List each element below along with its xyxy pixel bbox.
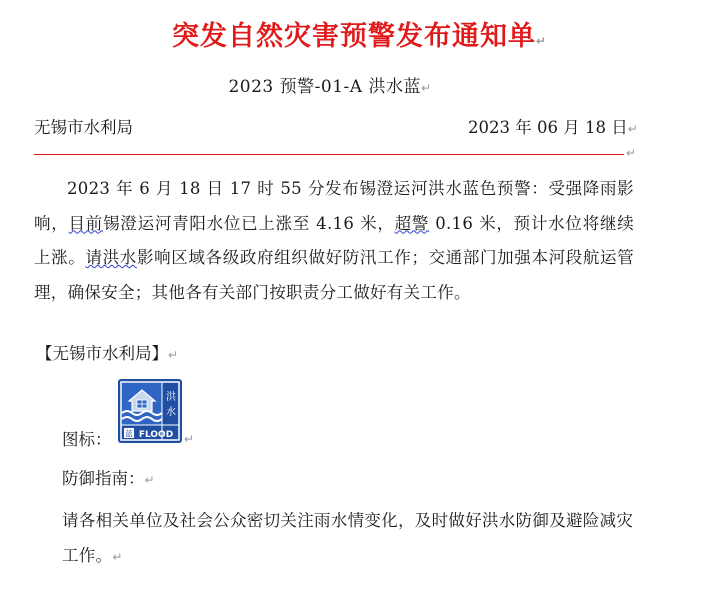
document-number: [0, 72, 660, 97]
flood-icon-side-char-1: 洪: [166, 392, 176, 403]
guide-paragraph: [62, 503, 634, 575]
flood-icon-level-text: 蓝: [125, 429, 133, 439]
guide-paragraph-text: 请各相关单位及社会公众密切关注雨水情变化，及时做好洪水防御及避险减灾工作。: [62, 511, 634, 565]
paragraph-mark-icon: ↵: [184, 432, 195, 446]
guide-label-text: 防御指南：: [62, 469, 145, 488]
issue-date: [468, 114, 638, 138]
issue-date-text: 2023 年 06 月 18 日: [468, 118, 628, 137]
paragraph-mark-icon: ↵: [626, 146, 637, 160]
body-segment: 0.16 米，预计水位将继续上涨。: [34, 213, 635, 267]
paragraph-mark-icon: ↵: [420, 81, 432, 95]
paragraph-mark-icon: ↵: [112, 550, 123, 564]
notice-body-paragraph: [34, 172, 634, 310]
paragraph-mark-icon: ↵: [627, 122, 638, 136]
notice-title-text: 突发自然灾害预警发布通知单: [171, 21, 536, 52]
flood-icon-label-text: FLOOD: [138, 430, 174, 440]
guide-label: [62, 465, 155, 489]
body-segment-flagged: 目前: [68, 213, 104, 233]
body-segment-flagged: 超警: [394, 213, 430, 233]
flood-icon-side-char-2: 水: [166, 407, 176, 418]
red-divider-line: [34, 154, 624, 155]
flood-blue-warning-icon: [118, 379, 182, 443]
paragraph-mark-icon: ↵: [144, 473, 155, 487]
signature-text: 【无锡市水利局】: [36, 344, 168, 363]
issuer: 无锡市水利局: [34, 118, 133, 137]
body-segment: 影响区域各级政府组织做好防汛工作；交通部门加强本河段航运管理，确保安全；其他各有关部门按职责分工做好有关工作。: [34, 248, 635, 302]
body-segment-flagged: 请洪水: [85, 248, 137, 267]
icon-label: 图标：: [62, 430, 112, 449]
paragraph-mark-icon: ↵: [535, 34, 548, 48]
body-segment: 2023 年 6 月 18 日 17 时 55 分发布锡澄运河洪水蓝色预警：受强降雨影响，: [34, 179, 634, 233]
document-number-text: 2023 预警-01-A 洪水蓝: [228, 77, 421, 97]
signature: [36, 340, 178, 364]
body-segment: 锡澄运河青阳水位已上涨至 4.16 米，: [103, 213, 395, 233]
paragraph-mark-icon: ↵: [168, 348, 179, 362]
notice-title: [0, 14, 719, 53]
